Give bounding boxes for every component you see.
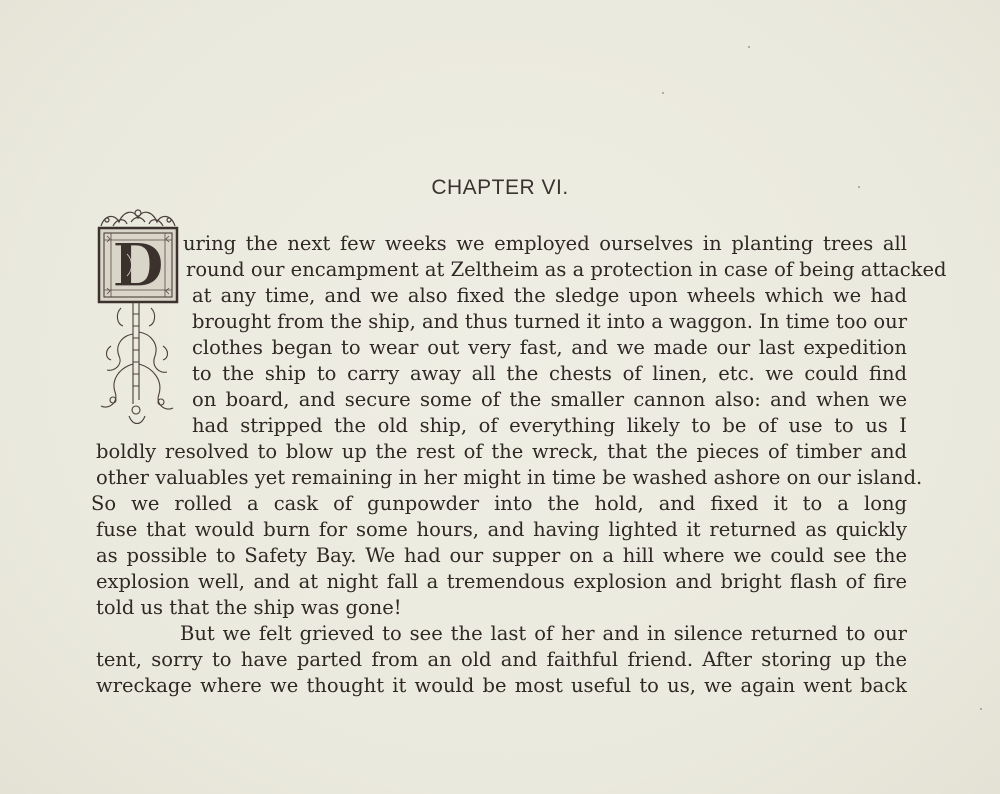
paper-speck: [980, 708, 982, 710]
text-line: But we felt grieved to see the last of her and in silence returned to our: [180, 622, 907, 645]
text-line: told us that the ship was gone!: [96, 596, 402, 619]
text-line: on board, and secure some of the smaller cannon also: and when we: [192, 388, 907, 411]
text-line: other valuables yet remaining in her might in time be washed ashore on our island.: [96, 466, 923, 489]
text-line: So we rolled a cask of gunpowder into the hold, and fixed it to a long: [91, 492, 907, 515]
paper-speck: [858, 186, 860, 188]
paper-speck: [662, 92, 664, 94]
text-line: to the ship to carry away all the chests of linen, etc. we could find: [192, 362, 907, 385]
text-line: fuse that would burn for some hours, and having lighted it returned as quickly: [96, 518, 907, 541]
chapter-title: CHAPTER VI.: [431, 176, 569, 199]
text-line: brought from the ship, and thus turned it into a waggon. In time too our: [192, 310, 908, 333]
paper-speck: [748, 46, 750, 48]
text-line: at any time, and we also fixed the sledge upon wheels which we had: [192, 284, 907, 307]
text-line: had stripped the old ship, of everything likely to be of use to us I: [192, 414, 907, 437]
text-line: wreckage where we thought it would be most useful to us, we again went back: [96, 674, 907, 697]
text-line: as possible to Safety Bay. We had our supper on a hill where we could see the: [96, 544, 907, 567]
text-line: explosion well, and at night fall a tremendous explosion and bright flash of fire: [96, 570, 907, 593]
text-line: round our encampment at Zeltheim as a protection in case of being attacked: [186, 258, 947, 281]
text-line: tent, sorry to have parted from an old and faithful friend. After storing up the: [96, 648, 907, 671]
svg-text:D: D: [111, 231, 165, 301]
text-line: clothes began to wear out very fast, and we made our last expedition: [192, 336, 907, 359]
ornamental-initial-d-icon: [93, 204, 183, 434]
text-line: uring the next few weeks we employed ourselves in planting trees all: [183, 232, 907, 255]
text-line: boldly resolved to blow up the rest of the wreck, that the pieces of timber and: [96, 440, 907, 463]
